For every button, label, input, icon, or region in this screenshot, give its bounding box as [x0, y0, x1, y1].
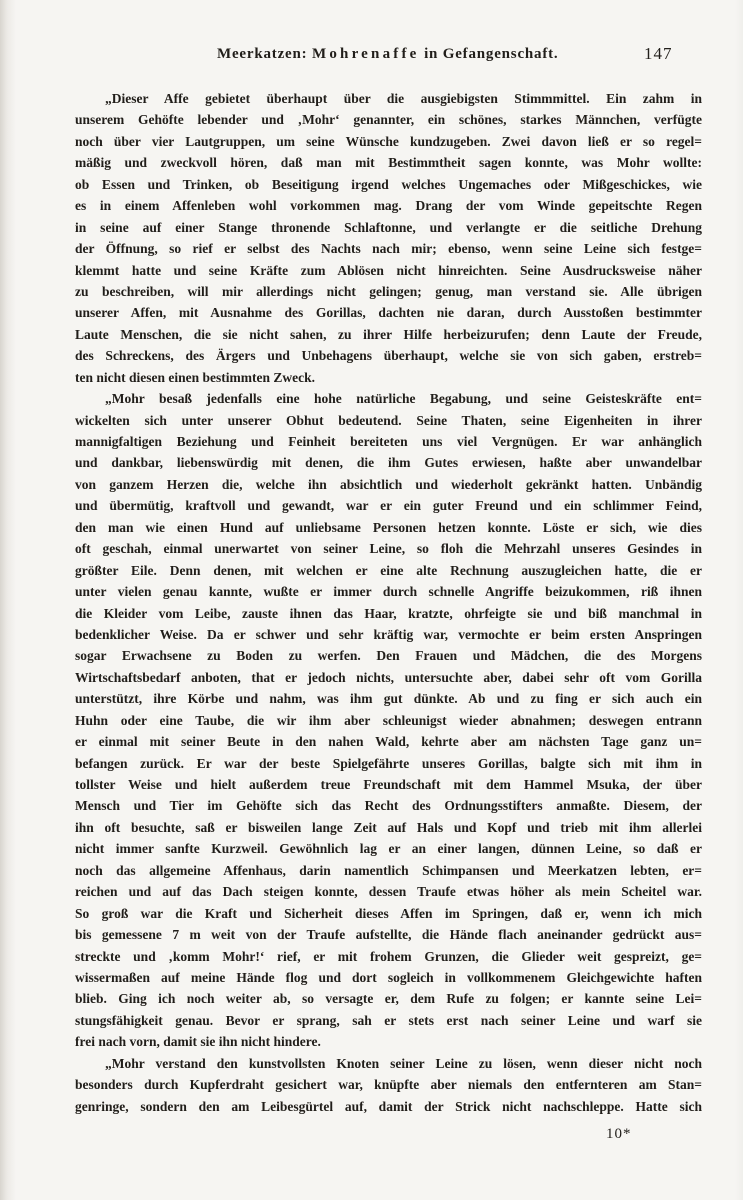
text-line: mannigfaltigen Beziehung und Feinheit bereiteten uns viel Vergnügen. Er war anhänglich: [75, 434, 702, 449]
text-line: Huhn oder eine Taube, die wir ihm aber schleunigst wieder abnahmen; deswegen entrann: [75, 712, 702, 728]
text-line: blieb. Ging ich noch weiter ab, so versagte er, dem Rufe zu folgen; er kannte seine Lei=: [75, 991, 702, 1007]
text-line: Wirtschaftsbedarf anboten, that er jedoch nichts, untersuchte aber, dabei sehr oft vom Gorilla: [75, 669, 702, 685]
text-line: streckte und ‚komm Mohr!‘ rief, er mit frohem Grunzen, die Glieder weit gespreizt, ge=: [75, 948, 702, 964]
text-line: er einmal mit seiner Beute in den nahen Wald, kehrte aber am nächsten Tage ganz un=: [75, 734, 702, 750]
running-title-prefix: Meerkatzen:: [217, 46, 312, 62]
text-line: besonders durch Kupferdraht gesichert war, knüpfte aber niemals den entfernteren am Stan=: [75, 1077, 702, 1093]
text-line: So groß war die Kraft und Sicherheit dieses Affen im Springen, daß er, wenn ich mich: [75, 905, 702, 921]
text-line: ten nicht diesen einen bestimmten Zweck.: [75, 369, 315, 385]
text-line: bis gemessene 7 m weit von der Traufe aufstellte, die Hände flach aneinander gedrückt aus=: [75, 927, 702, 943]
text-line: frei nach vorn, damit sie ihn nicht hindere.: [75, 1034, 321, 1050]
text-line: des Schreckens, des Ärgers und Unbehagens überhaupt, welche sie von sich gaben, erstreb=: [75, 348, 702, 364]
text-line: der Öffnung, so rief er selbst des Nachts nach mir; ebenso, wenn seine Leine sich festge=: [75, 241, 702, 257]
text-line: mäßig und zweckvoll hören, daß man mit Bestimmtheit sagen konnte, was Mohr wollte:: [75, 155, 702, 171]
running-title-suffix: in Gefangenschaft.: [419, 46, 559, 62]
text-line: und dankbar, liebenswürdig mit denen, die ihm Gutes erwiesen, haßte aber unwandelbar: [75, 455, 702, 471]
text-line: es in einem Affenleben wohl vorkommen mag. Drang der vom Winde gepeitschte Regen: [75, 198, 702, 214]
text-line: befangen zurück. Er war der beste Spielgefährte unseres Gorillas, balgte sich mit ihm in: [75, 755, 702, 771]
text-line: Laute Menschen, die sie nicht sahen, zu ihrer Hilfe herbeizurufen; denn Laute der Freude,: [75, 326, 702, 342]
text-line: ob Essen und Trinken, ob Beseitigung irgend welches Ungemaches oder Mißgeschickes, wie: [75, 176, 702, 192]
text-line: und übermütig, kraftvoll und gewandt, war er ein guter Freund und ein schlimmer Feind,: [75, 498, 702, 514]
text-line: ihn oft besuchte, saß er bisweilen lange Zeit auf Hals und Kopf und trieb mit ihm allerlei: [75, 819, 702, 835]
text-line: tollster Weise und hielt außerdem treue Freundschaft mit dem Hammel Msuka, der über: [75, 777, 702, 792]
text-line: den man wie einen Hund auf unliebsame Personen hetzen konnte. Löste er sich, wie dies: [75, 519, 702, 535]
text-line: „Mohr verstand den kunstvollsten Knoten seiner Leine zu lösen, wenn dieser nicht noch: [105, 1055, 702, 1071]
text-line: Mensch und Tier im Gehöfte sich das Recht des Ordnungsstifters anmaßte. Diesem, der: [75, 798, 702, 814]
text-line: klemmt hatte und seine Kräfte zum Ablösen nicht hinreichten. Seine Ausdrucksweise näher: [75, 262, 702, 278]
text-line: „Mohr besaß jedenfalls eine hohe natürliche Begabung, und seine Geisteskräfte ent=: [105, 391, 702, 407]
text-line: „Dieser Affe gebietet überhaupt über die ausgiebigsten Stimmmittel. Ein zahm in: [105, 91, 702, 106]
body-text: [75, 88, 702, 1117]
text-line: unterstützt, ihre Körbe und nahm, was ihm gut dünkte. Ab und zu fing er sich auch ein: [75, 691, 702, 707]
text-line: noch über vier Lautgruppen, um seine Wünsche kundzugeben. Zwei davon ließ er so regel=: [75, 133, 702, 149]
text-line: von ganzem Herzen die, welche ihn absichtlich und wiederholt gekränkt hatten. Unbändig: [75, 476, 702, 492]
text-line: stungsfähigkeit genau. Bevor er sprang, sah er stets erst nach seiner Leine und warf sie: [75, 1012, 702, 1028]
text-line: die Kleider vom Leibe, zauste ihnen das Haar, kratzte, ohrfeigte sie und biß manchmal in: [75, 605, 702, 621]
running-title: [75, 46, 743, 63]
running-title-emphasized: Mohrenaffe: [311, 46, 420, 62]
text-line: wissermaßen auf meine Hände flog und dort sogleich in vollkommenem Gleichgewichte haften: [75, 969, 702, 985]
text-line: nicht immer sanfte Kurzweil. Gewöhnlich lag er an einer langen, dünnen Leine, so daß er: [75, 841, 702, 857]
paragraph: [75, 1053, 702, 1117]
text-line: unserem Gehöfte lebender und ‚Mohr‘ genannter, ein schönes, starkes Männchen, verfügte: [75, 112, 702, 128]
text-line: noch das allgemeine Affenhaus, darin namentlich Schimpansen und Meerkatzen lebten, er=: [75, 862, 702, 878]
paragraph: [75, 388, 702, 1053]
text-line: sogar Erwachsene zu Boden zu werfen. Den Frauen und Mädchen, die des Morgens: [75, 648, 702, 664]
paragraph: [75, 88, 702, 388]
text-line: bedenklicher Weise. Da er schwer und sehr kräftig war, vermochte er beim ersten Anspringen: [75, 626, 702, 642]
text-line: größter Eile. Denn denen, mit welchen er eine alte Rechnung auszugleichen hatte, die er: [75, 562, 702, 578]
text-line: oft geschah, einmal unerwartet von seiner Leine, so floh die Mehrzahl unseres Gesindes in: [75, 541, 702, 557]
text-line: unter vielen genau kannte, wußte er immer durch schnelle Angriffe beizukommen, riß ihnen: [75, 584, 702, 600]
signature-mark: 10*: [606, 1126, 632, 1142]
text-line: genringe, sondern den am Leibesgürtel auf, damit der Strick nicht nachschleppe. Hatte sich: [75, 1098, 702, 1114]
text-line: reichen und auf das Dach steigen konnte, dessen Traufe etwas höher als mein Scheitel war.: [75, 884, 702, 900]
page-number: 147: [644, 44, 673, 63]
text-line: wickelten sich unter unserer Obhut bedeutend. Seine Thaten, seine Eigenheiten in ihrer: [75, 412, 702, 428]
text-line: unserer Affen, mit Ausnahme des Gorillas, dachten nie daran, durch Ausstoßen bestimmter: [75, 305, 702, 321]
text-line: in seine auf einer Stange thronende Schlaftonne, und verlangte er die seitliche Drehung: [75, 219, 702, 235]
text-line: zu beschreiben, will mir allerdings nicht gelingen; genug, man verstand sie. Alle übrigen: [75, 283, 702, 299]
